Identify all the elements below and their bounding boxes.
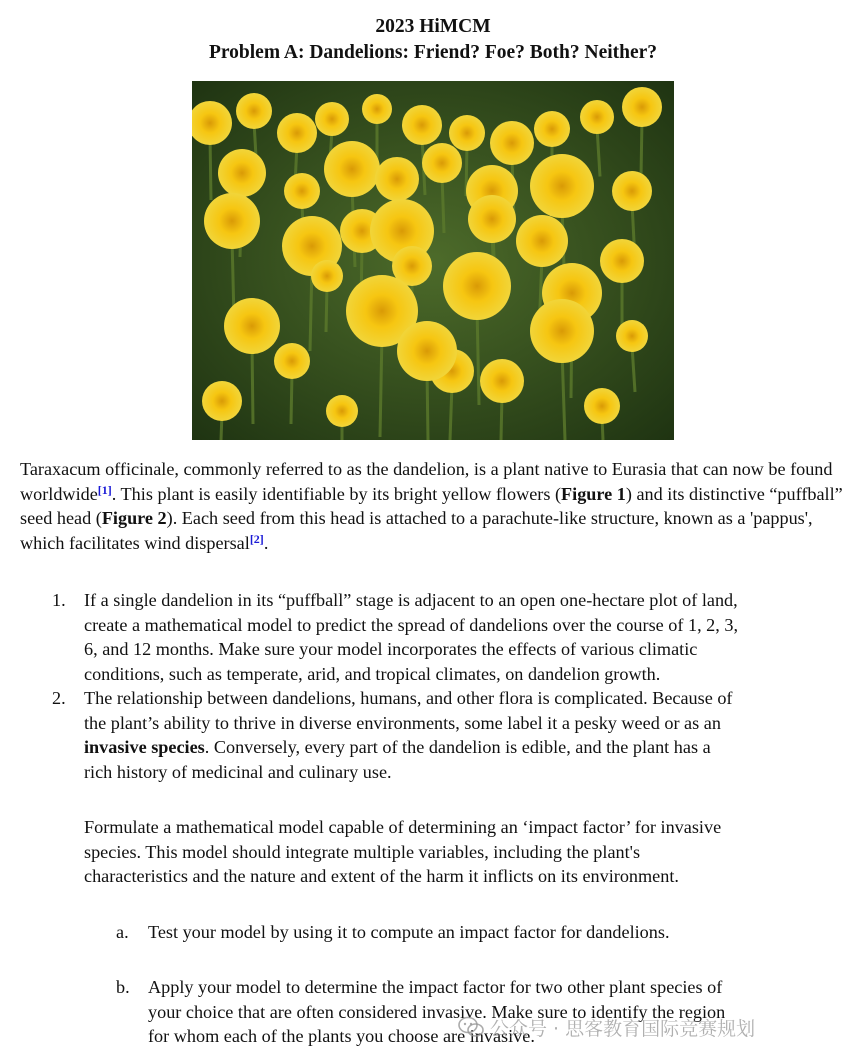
dandelion-flower <box>490 121 534 165</box>
question-text-line: If a single dandelion in its “puffball” stage is adjacent to an open one-hectare plot of land, <box>84 590 738 610</box>
subquestion-letter: b. <box>116 977 130 997</box>
question-text-line: conditions, such as temperate, arid, and tropical climates, on dandelion growth. <box>84 663 661 684</box>
dandelion-flower <box>534 111 570 147</box>
dandelion-flower <box>224 298 280 354</box>
question-text-line: rich history of medicinal and culinary use. <box>84 761 392 782</box>
dandelion-flower <box>204 193 260 249</box>
dandelion-flower <box>530 299 594 363</box>
dandelion-flower <box>622 87 662 127</box>
dandelion-flower <box>236 93 272 129</box>
dandelion-flower <box>326 395 358 427</box>
question-text-line: 6, and 12 months. Make sure your model incorporates the effects of various climatic <box>84 639 698 660</box>
dandelion-flower <box>277 113 317 153</box>
dandelion-flower <box>202 381 242 421</box>
dandelion-flower <box>284 173 320 209</box>
invasive-species-term: invasive species <box>84 737 205 758</box>
question-text-line: The relationship between dandelions, humans, and other flora is complicated. Because of <box>84 688 733 708</box>
question-text-line: create a mathematical model to predict the spread of dandelions over the course of 1, 2, 3, <box>84 614 738 635</box>
question-text-line: the plant’s ability to thrive in diverse environments, some label it a pesky weed or as an <box>84 712 721 733</box>
figure-1-ref: Figure 1 <box>561 483 626 504</box>
question-number: 1. <box>52 590 66 610</box>
reference-link-1[interactable]: [1] <box>97 482 112 497</box>
dandelion-flower <box>311 260 343 292</box>
subquestion-text-line: your choice that are often considered invasive. Make sure to identify the region <box>148 1001 726 1022</box>
formulate-text-line: Formulate a mathematical model capable of determining an ‘impact factor’ for invasive <box>84 817 722 837</box>
formulate-text-line: species. This model should integrate multiple variables, including the plant's <box>84 841 641 862</box>
subquestion-text-line: Test your model by using it to compute an impact factor for dandelions. <box>148 922 670 942</box>
dandelion-flower <box>443 252 511 320</box>
intro-paragraph: Taraxacum officinale, commonly referred to as the dandelion, is a plant native to Eurasia that can now be found worldwide[1]. This plant is easily identifiable by its bright yellow flowers (Figure 1) and its distinctive “puffball” seed head (Figure 2). Each seed from this head is attached to a parachute-like structure, known as a 'pappus', which facilitates wind dispersal[2]. <box>20 459 843 553</box>
dandelion-flower <box>616 320 648 352</box>
subquestion-letter: a. <box>116 922 129 942</box>
watermark <box>458 1012 755 1042</box>
dandelion-flower <box>315 102 349 136</box>
dandelion-flower <box>402 105 442 145</box>
dandelion-photo <box>192 81 674 440</box>
dandelion-flower <box>274 343 310 379</box>
subquestion-text-line: for whom each of the plants you choose are invasive. <box>148 1026 535 1047</box>
dandelion-flower <box>612 171 652 211</box>
dandelion-flower <box>516 215 568 267</box>
dandelion-flower <box>375 157 419 201</box>
dandelion-flower <box>580 100 614 134</box>
dandelion-flower <box>397 321 457 381</box>
dandelion-flower <box>449 115 485 151</box>
subquestion-text-line: Apply your model to determine the impact factor for two other plant species of <box>148 977 723 997</box>
page-title: 2023 HiMCM <box>375 16 491 37</box>
dandelion-flower <box>468 195 516 243</box>
dandelion-flower <box>324 141 380 197</box>
problem-title: Problem A: Dandelions: Friend? Foe? Both? Neither? <box>208 42 658 63</box>
question-text-line: invasive species. Conversely, every part of the dandelion is edible, and the plant has a <box>84 737 711 758</box>
dandelion-flower <box>422 143 462 183</box>
dandelion-flower <box>600 239 644 283</box>
figure-2-ref: Figure 2 <box>101 508 167 529</box>
watermark-text: 公众号 · 思客教育国际竞赛规划 <box>490 1017 756 1040</box>
dandelion-flower <box>218 149 266 197</box>
dandelion-flower <box>530 154 594 218</box>
dandelion-flower <box>584 388 620 424</box>
wechat-icon <box>458 1016 484 1038</box>
formulate-text-line: characteristics and the nature and extent of the harm it inflicts on its environment. <box>84 866 679 887</box>
question-number: 2. <box>52 688 66 708</box>
dandelion-field-image <box>192 81 674 440</box>
dandelion-flower <box>480 359 524 403</box>
reference-link-2[interactable]: [2] <box>249 531 264 546</box>
dandelion-flower <box>362 94 392 124</box>
